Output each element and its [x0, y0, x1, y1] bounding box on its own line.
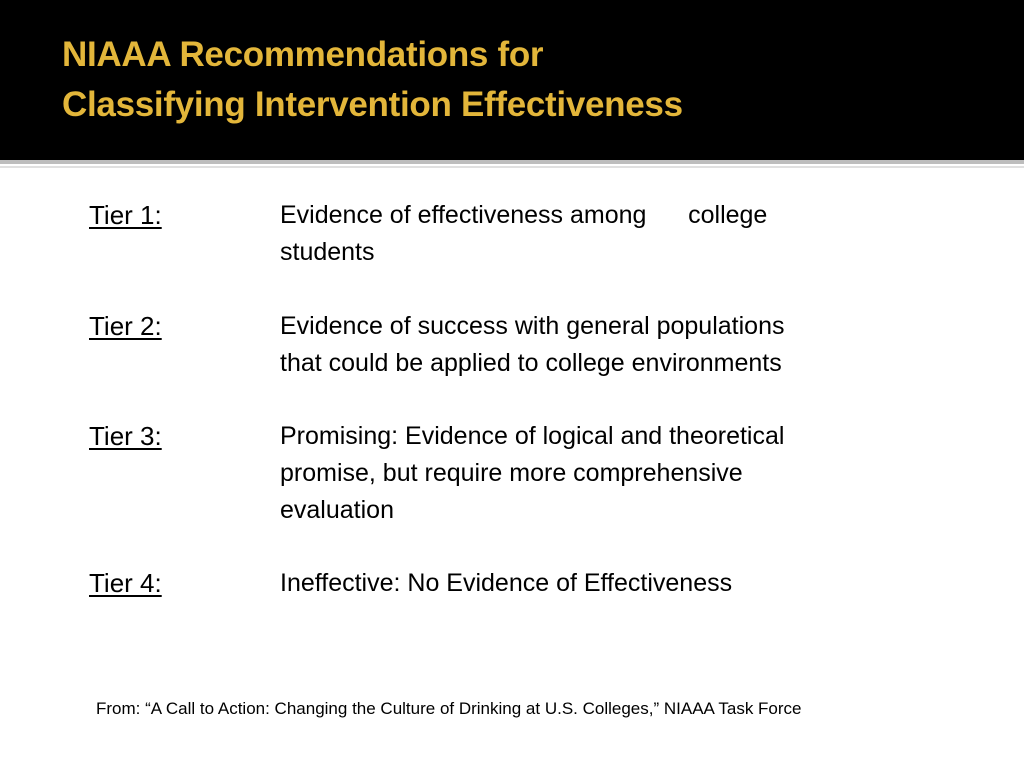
- tier-description: [280, 197, 940, 271]
- source-citation: From: “A Call to Action: Changing the Culture of Drinking at U.S. Colleges,” NIAAA Task Force: [96, 699, 802, 718]
- slide-title-line-1: NIAAA Recommendations for: [62, 35, 544, 74]
- tier-description: [280, 565, 940, 602]
- tier-label: Tier 4:: [89, 568, 162, 598]
- tier-description: [280, 308, 940, 382]
- tier-label: Tier 2:: [89, 311, 162, 341]
- tier-description-line: promise, but require more comprehensive: [280, 459, 743, 487]
- tier-description: [280, 418, 940, 529]
- tier-description-line: Promising: Evidence of logical and theoretical: [280, 422, 785, 450]
- tier-description-line: evaluation: [280, 496, 394, 524]
- tier-description-line: that could be applied to college environments: [280, 349, 782, 377]
- tier-description-line: Evidence of effectiveness among college: [280, 201, 768, 229]
- tier-description-line: students: [280, 238, 375, 266]
- tier-label: Tier 3:: [89, 421, 162, 451]
- tier-label: Tier 1:: [89, 200, 162, 230]
- slide-title-line-2: Classifying Intervention Effectiveness: [62, 85, 683, 124]
- tier-description-line: Evidence of success with general populations: [280, 312, 785, 340]
- tier-description-line: Ineffective: No Evidence of Effectiveness: [280, 569, 733, 597]
